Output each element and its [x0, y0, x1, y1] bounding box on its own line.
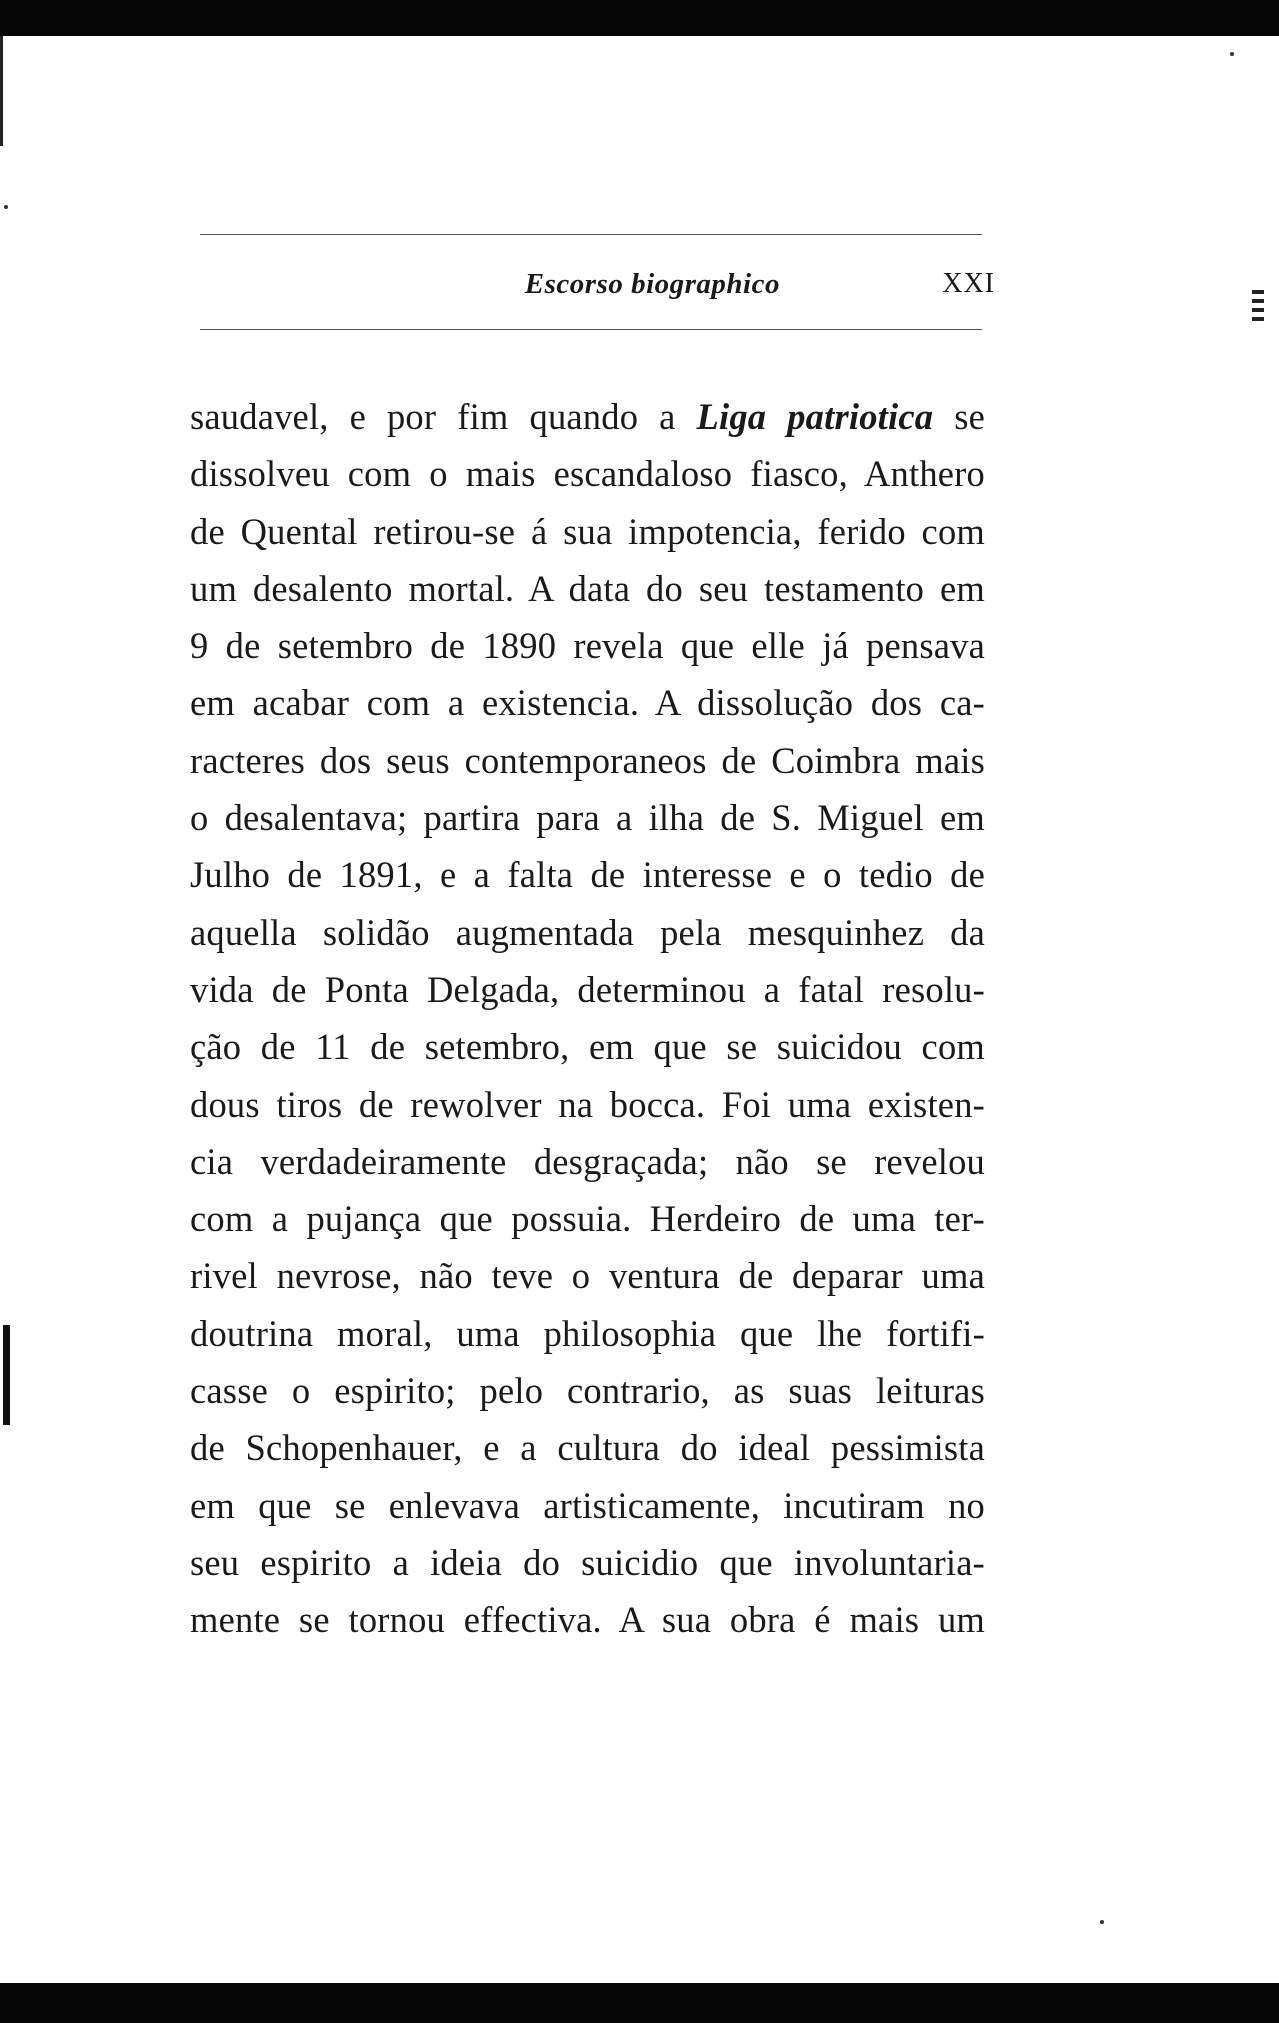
text-line: saudavel, e por fim quando a Liga patriotica se: [190, 396, 985, 437]
text-line: cia verdadeiramente desgraçada; não se revelou: [190, 1140, 985, 1182]
text-line: de Quental retirou-se á sua impotencia, ferido com: [190, 510, 985, 552]
text-line: rivel nevrose, não teve o ventura de deparar uma: [190, 1255, 985, 1297]
binding-mark: [3, 1325, 10, 1425]
text-line: dous tiros de rewolver na bocca. Foi uma existen-: [190, 1083, 985, 1125]
scan-speck: [1100, 1920, 1104, 1924]
text-line: mente se tornou effectiva. A sua obra é mais um: [190, 1599, 985, 1641]
scan-border-left: [0, 36, 3, 146]
scan-border-bottom: [0, 1983, 1279, 2023]
running-title: Escorso biographico: [524, 268, 780, 300]
text-line: em acabar com a existencia. A dissolução dos ca-: [190, 682, 985, 724]
text-line: racteres dos seus contemporaneos de Coimbra mais: [190, 739, 985, 781]
text-line: com a pujança que possuia. Herdeiro de uma ter-: [190, 1198, 985, 1240]
text-line: 9 de setembro de 1890 revela que elle já pensava: [190, 625, 985, 667]
text-line: doutrina moral, uma philosophia que lhe fortifi-: [190, 1312, 985, 1354]
text-line: vida de Ponta Delgada, determinou a fatal resolu-: [190, 968, 985, 1010]
text-line: um desalento mortal. A data do seu testamento em: [190, 567, 985, 609]
header-rule-top: [200, 234, 982, 235]
text-line: seu espirito a ideia do suicidio que involuntaria-: [190, 1541, 985, 1583]
text-line: aquella solidão augmentada pela mesquinhez da: [190, 911, 985, 953]
text-line: Julho de 1891, e a falta de interesse e o tedio de: [190, 854, 985, 896]
text-line: ção de 11 de setembro, em que se suicidou com: [190, 1026, 985, 1068]
scan-speck: [1230, 52, 1234, 56]
text-line: dissolveu com o mais escandaloso fiasco, Anthero: [190, 453, 985, 495]
header-rule-bottom: [200, 329, 982, 330]
body-text: [190, 388, 985, 1649]
emphasized-title: Liga patriotica: [696, 396, 934, 437]
text-line: casse o espirito; pelo contrario, as suas leituras: [190, 1370, 985, 1412]
scan-border-top: [0, 0, 1279, 36]
scan-speck: [4, 205, 8, 209]
text-line: o desalentava; partira para a ilha de S. Miguel em: [190, 797, 985, 839]
text-line: em que se enlevava artisticamente, incutiram no: [190, 1484, 985, 1526]
page-edge-marks: [1252, 290, 1264, 350]
page-number: XXI: [942, 268, 995, 299]
text-line: de Schopenhauer, e a cultura do ideal pessimista: [190, 1427, 985, 1469]
